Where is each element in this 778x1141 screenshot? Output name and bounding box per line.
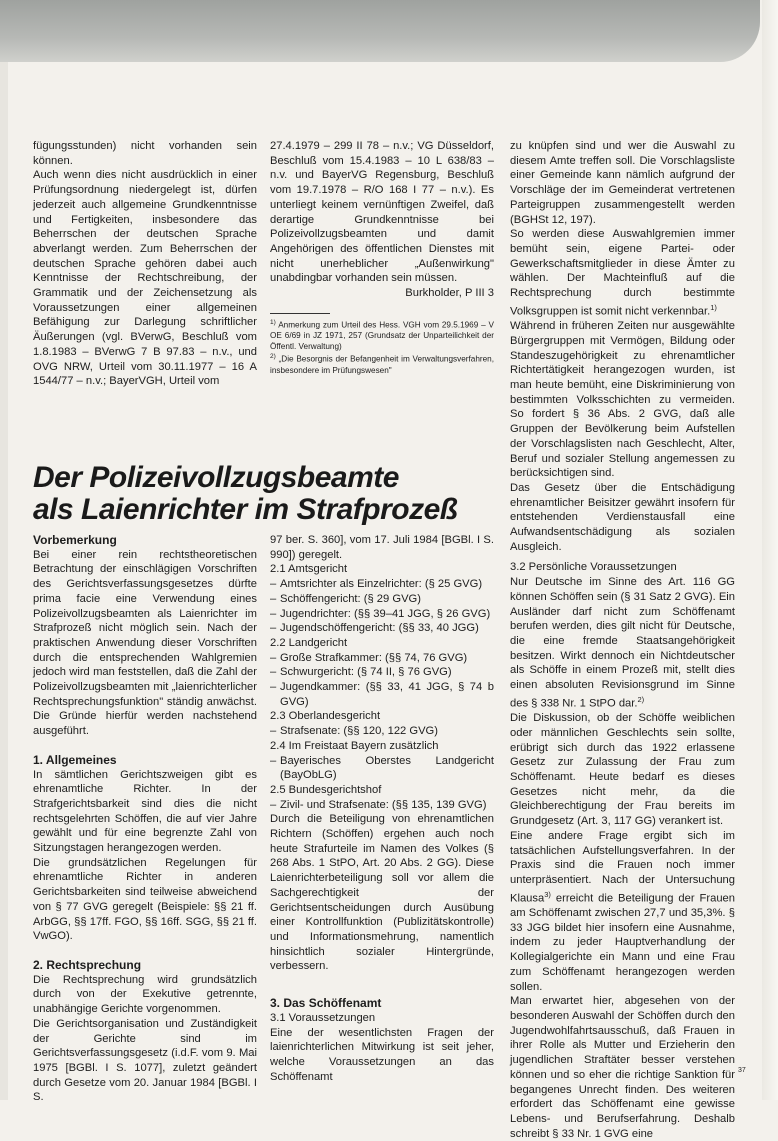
paragraph: Eine andere Frage ergibt sich im tatsächlichen Aufstellungsverfahren. In der Praxis sind die Frauen noch immer unterpräsentiert. Nach der Untersuchung Klausa$^{3)}$ erreicht die Beteiligung der Frauen am Schöffenamt zwischen 27,7 und 35,3%. § 33 JGG bildet hier insofern eine Ausnahme, indem zu jeder Hauptverhandlung der Kollegialgerichte ein Mann und eine Frau zum Schöffenamt herangezogen werden sollen. [510, 829, 735, 993]
paragraph: Die Gerichtsorganisation und Zuständigkeit der Gerichte sind im Gerichtsverfassungsgesetz (i.d.F. vom 9. Mai 1975 [BGBl. I S. 1077], zuletzt geändert durch Gesetze vom 20. Januar 1984 [BGBl. I S. [33, 1017, 257, 1104]
court-list-amtsgericht [270, 577, 494, 636]
paragraph: 27.4.1979 – 299 II 78 – n.v.; VG Düsseldorf, Beschluß vom 15.4.1983 – 10 L 638/83 – n.v. und BayerVG Regensburg, Beschluß vom 19.7.1978 – R/O 168 I 77 – n.v.). Es unterliegt keinem vernünftigen Zweifel, daß derartige Grundkenntnisse bei Polizeivollzugsbeamten und damit Angehörigen des öffentlichen Dienstes mit nicht unerheblicher „Außenwirkung" unabdingbar vorhanden sein müssen. [270, 140, 494, 285]
paragraph: Man erwartet hier, abgesehen von der besonderen Auswahl der Schöffen durch den Jugendwohlfahrtsausschuß, daß Frauen in ihrer Rolle als Mutter und Erzieherin den jugendlichen Straftäter besser verstehen können und so eher die richtige Sanktion für begangenes Unrecht finden. Des weiteren erfordert das Schöffenamt eine gewisse Lebens- und Berufserfahrung. Deshalb schreibt § 33 Nr. 1 GVG eine [510, 995, 735, 1140]
subheading-2-4: 2.4 Im Freistaat Bayern zusätzlich [270, 739, 439, 752]
subheading-2-3: 2.3 Oberlandesgericht [270, 710, 381, 723]
list-item: – Zivil- und Strafsenate: (§§ 135, 139 GVG) [270, 798, 494, 813]
paragraph: 97 ber. S. 360], vom 17. Juli 1984 [BGBl. I S. 990]) geregelt. [270, 534, 494, 561]
paragraph: Bei einer rein rechtstheoretischen Betrachtung der einschlägigen Vorschriften des Gerichtsverfassungsgesetzes dürfte prima facie eine Verwendung eines Polizeivollzugsbeamten als Laienrichter im Strafprozeß nicht möglich sein. Nach der praktischen Anwendung dieser Vorschriften durch die entsprechenden Wahlgremien jedoch wird man feststellen, daß die Zahl der Polizeivollzugsbeamten mit „laienrichterlicher Rechtsprechungsfunktion" ständig anwächst. Die Gründe hierfür werden nachstehend ausgeführt. [33, 548, 257, 738]
paragraph: Während in früheren Zeiten nur ausgewählte Bürgergruppen mit Vermögen, Bildung oder Standeszugehörigkeit zu ehrenamtlicher Richtertätigkeit herangezogen wurden, ist man heute bemüht, eine Diskriminierung von bestimmten Volksschichten zu vermeiden. So fordert § 36 Abs. 2 GVG, daß alle Gruppen der Bevölkerung beim Aufstellen der Vorschlagslisten nach Geschlecht, Alter, Beruf und sozialer Stellung angemessen zu berücksichtigen sind. [510, 320, 735, 480]
upper-column-2 [270, 139, 494, 376]
court-list-landgericht [270, 651, 494, 710]
court-list-bgh [270, 798, 494, 813]
title-line-2: als Laienrichter im Strafprozeß [33, 493, 458, 526]
paragraph: Auch wenn dies nicht ausdrücklich in einer Prüfungsordnung niedergelegt ist, dürfen jederzeit auch allgemeine Grundkenntnisse und Fertigkeiten, insbesondere das Beherrschen der deutschen Sprache abverlangt werden. Zum Beherrschen der deutschen Sprache gehören dabei auch Kenntnisse der Rechtschreibung, der Grammatik und der Zeichensetzung als Voraussetzungen einer allgemeinen Befähigung zur Darlegung schriftlicher Äußerungen (vgl. BVerwG, Beschluß vom 1.8.1983 – BVerwG 7 B 97.83 – n.v., und OVG NRW, Urteil vom 30.11.1977 – 16 A 1544/77 – n.v.; BayerVGH, Urteil vom [33, 169, 257, 388]
paragraph: In sämtlichen Gerichtszweigen gibt es ehrenamtliche Richter. In der Strafgerichtsbarkeit sind dies die nicht rechtsgelehrten Schöffen, die auf vier Jahre gewählt und für eine begrenzte Zahl von Sitzungstagen herangezogen werden. [33, 768, 257, 855]
paragraph: So werden diese Auswahlgremien immer bemüht sein, eigene Partei- oder Gewerkschaftsmitglieder in diese Ämter zu wählen. Der Machteinfluß auf die Rechtsprechung durch bestimmte Volksgruppen ist somit nicht verkennbar.$^{1)}$ [510, 228, 735, 318]
list-item: – Amtsrichter als Einzelrichter: (§ 25 GVG) [270, 577, 494, 592]
page-left-margin [0, 0, 8, 1100]
list-item: – Strafsenate: (§§ 120, 122 GVG) [270, 724, 494, 739]
paragraph: Das Gesetz über die Entschädigung ehrenamtlicher Beisitzer gewährt insofern für entstehenden Verdienstausfall eine Aufwandsentschädigung als sozialen Ausgleich. [510, 481, 735, 553]
paragraph: Eine der wesentlichsten Fragen der laienrichterlichen Mitwirkung ist seit jeher, welche Voraussetzungen an das Schöffenamt [270, 1026, 494, 1083]
paragraph: Die Rechtsprechung wird grundsätzlich durch von der Exekutive getrennte, unabhängige Gerichte vorgenommen. [33, 973, 257, 1016]
heading-rechtsprechung: 2. Rechtsprechung [33, 957, 142, 972]
subheading-2-5: 2.5 Bundesgerichtshof [270, 783, 382, 796]
list-item: – Jugendrichter: (§§ 39–41 JGG, § 26 GVG) [270, 607, 494, 622]
article-title [33, 462, 753, 526]
list-item: – Große Strafkammer: (§§ 74, 76 GVG) [270, 651, 494, 666]
paragraph: Durch die Beteiligung von ehrenamtlichen Richtern (Schöffen) ergehen auch noch heute Strafurteile im Namen des Volkes (§ 268 Abs. 1 StPO, Art. 20 Abs. 2 GG). Diese Laienrichterbeteiligung soll vor allem die Sachgerechtigkeit der Gerichtsentscheidungen durch Ausübung einer Kontrollfunktion (Publizitätskontrolle) und Informationsmehrung, namentlich hinsichtlich sozialer Hintergründe, verbessern. [270, 813, 494, 973]
page-edge [762, 0, 778, 1100]
court-list-olg [270, 724, 494, 739]
list-item: – Jugendschöffengericht: (§§ 33, 40 JGG) [270, 621, 494, 636]
list-item: – Schwurgericht: (§ 74 II, § 76 GVG) [270, 665, 494, 680]
author-signature: Burkholder, P III 3 [405, 287, 494, 300]
paragraph: zu knüpfen sind und wer die Auswahl zu diesem Amte treffen soll. Die Vorschlagsliste einer Gemeinde kann nämlich aufgrund der Vorschläge der im Gemeinderat vertretenen Parteigruppen zusammengestellt werden (BGHSt 12, 197). [510, 140, 735, 226]
lower-column-2 [270, 533, 494, 1084]
footnote-rule [270, 313, 330, 314]
list-item: – Schöffengericht: (§ 29 GVG) [270, 592, 494, 607]
list-item: – Jugendkammer: (§§ 33, 41 JGG, § 74 b GVG) [270, 680, 494, 709]
paragraph: Die Diskussion, ob der Schöffe weiblichen oder männlichen Geschlechts sein sollte, erübrigt sich durch das 1922 erlassene Gesetz zur Zulassung der Frau zum Schöffenamt. Heute bedarf es dieses Gesetzes nicht mehr, da die Gleichberechtigung der Frau bereits im Grundgesetz (Art. 3, 117 GG) verankert ist. [510, 712, 735, 828]
subheading-3-2: 3.2 Persönliche Voraussetzungen [510, 561, 677, 574]
upper-column-1 [33, 139, 257, 389]
heading-allgemeines: 1. Allgemeines [33, 752, 117, 767]
title-line-1: Der Polizeivollzugsbeamte [33, 461, 399, 494]
subheading-3-1: 3.1 Voraussetzungen [270, 1011, 376, 1024]
heading-schoeffenamt: 3. Das Schöffenamt [270, 996, 382, 1011]
right-column [510, 139, 735, 1141]
lower-column-1 [33, 533, 257, 1105]
list-item: – Bayerisches Oberstes Landgericht (BayObLG) [270, 754, 494, 783]
footnote-2: $^{2)}$ „Die Besorgnis der Befangenheit im Verwaltungsverfahren, insbesondere im Prüfungswesen" [270, 353, 494, 375]
paragraph: Die grundsätzlichen Regelungen für ehrenamtliche Richter in anderen Gerichtsbarkeiten sind teilweise abweichend von § 77 GVG geregelt (Beispiele: §§ 21 ff. ArbGG, §§ 17ff. FGO, §§ 16ff. SGG, §§ 21 ff. VwGO). [33, 856, 257, 943]
heading-vorbemerkung: Vorbemerkung [33, 533, 117, 547]
paragraph: Nur Deutsche im Sinne des Art. 116 GG können Schöffen sein (§ 31 Satz 2 GVG). Ein Ausländer darf nicht zum Schöffenamt berufen werden, dies gilt nicht für Deutsche, die eine fremde Staatsangehörigkeit besitzen. Wirkt dennoch ein Nichtdeutscher als Schöffe in einem Prozeß mit, stellt dies einen absoluten Revisionsgrund im Sinne des § 338 Nr. 1 StPO dar.$^{2)}$ [510, 576, 735, 710]
court-list-bayern [270, 754, 494, 783]
paragraph: fügungsstunden) nicht vorhanden sein können. [33, 140, 257, 167]
header-band [0, 0, 778, 96]
page-number: 37 [738, 1067, 746, 1074]
subheading-2-2: 2.2 Landgericht [270, 636, 348, 649]
footnote-1: $^{1)}$ Anmerkung zum Urteil des Hess. VGH vom 29.5.1969 – V OE 6/69 in JZ 1971, 257 (Grundsatz der Unparteilichkeit der Öffentl. Verwaltung) [270, 318, 494, 351]
header-decoration [0, 0, 760, 62]
subheading-2-1: 2.1 Amtsgericht [270, 563, 348, 576]
